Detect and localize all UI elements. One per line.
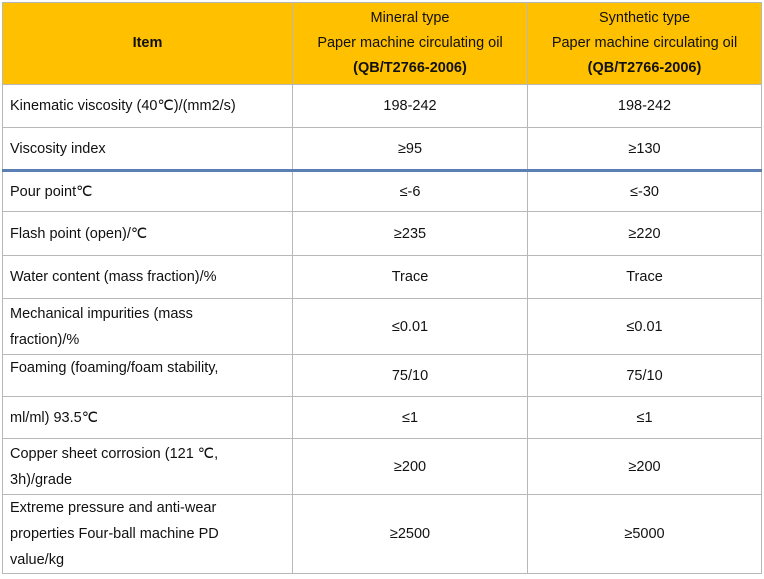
mineral-value: 198-242	[293, 85, 528, 128]
table-row	[3, 495, 762, 574]
table-row	[3, 299, 762, 355]
row-item: Flash point (open)/℃	[3, 212, 293, 256]
row-item-line: 3h)/grade	[10, 471, 73, 488]
row-item-line: value/kg	[10, 552, 65, 568]
header-synthetic-type: Synthetic type	[598, 10, 691, 26]
synthetic-value: ≥200	[528, 439, 762, 495]
table-row	[3, 397, 762, 439]
synthetic-value: 198-242	[528, 85, 762, 128]
table-row	[3, 355, 762, 397]
table-row	[3, 256, 762, 299]
mineral-value: ≥200	[293, 439, 528, 495]
header-mineral-standard: (QB/T2766-2006)	[353, 60, 467, 76]
mineral-value: ≤-6	[293, 171, 528, 212]
synthetic-value: ≤1	[528, 397, 762, 439]
synthetic-value: ≥130	[528, 128, 762, 171]
mineral-value: ≥235	[293, 212, 528, 256]
mineral-value: ≤0.01	[293, 299, 528, 355]
table-row	[3, 171, 762, 212]
table-row	[3, 128, 762, 171]
header-mineral-type: Mineral type	[370, 10, 450, 26]
mineral-value: ≥95	[293, 128, 528, 171]
header-row	[3, 3, 762, 85]
table-row	[3, 212, 762, 256]
synthetic-value: ≥220	[528, 212, 762, 256]
row-item	[3, 439, 293, 495]
row-item: Viscosity index	[3, 128, 293, 171]
header-mineral-name: Paper machine circulating oil	[317, 35, 503, 51]
synthetic-value: Trace	[528, 256, 762, 299]
synthetic-value: ≤0.01	[528, 299, 762, 355]
table-row	[3, 439, 762, 495]
row-item: Pour point℃	[3, 171, 293, 212]
mineral-value: Trace	[293, 256, 528, 299]
mineral-value: ≥2500	[293, 495, 528, 574]
header-synthetic	[528, 3, 762, 85]
header-mineral	[293, 3, 528, 85]
row-item: Foaming (foaming/foam stability,	[3, 355, 293, 397]
row-item: Water content (mass fraction)/%	[3, 256, 293, 299]
synthetic-value: ≤-30	[528, 171, 762, 212]
row-item: Kinematic viscosity (40℃)/(mm2/s)	[3, 85, 293, 128]
synthetic-value: ≥5000	[528, 495, 762, 574]
row-item: ml/ml) 93.5℃	[3, 397, 293, 439]
row-item	[3, 299, 293, 355]
row-item-line: fraction)/%	[10, 331, 80, 348]
mineral-value: 75/10	[293, 355, 528, 397]
row-item	[3, 495, 293, 574]
row-item-line: Copper sheet corrosion (121 ℃,	[10, 445, 219, 462]
mineral-value: ≤1	[293, 397, 528, 439]
header-synthetic-name: Paper machine circulating oil	[551, 35, 738, 51]
row-item-line: properties Four-ball machine PD	[10, 526, 219, 542]
row-item-line: Extreme pressure and anti-wear	[10, 500, 217, 516]
synthetic-value: 75/10	[528, 355, 762, 397]
table-row	[3, 85, 762, 128]
header-item: Item	[3, 3, 293, 85]
header-synthetic-standard: (QB/T2766-2006)	[587, 60, 702, 76]
spec-table	[2, 2, 762, 574]
row-item-line: Mechanical impurities (mass	[10, 305, 193, 322]
